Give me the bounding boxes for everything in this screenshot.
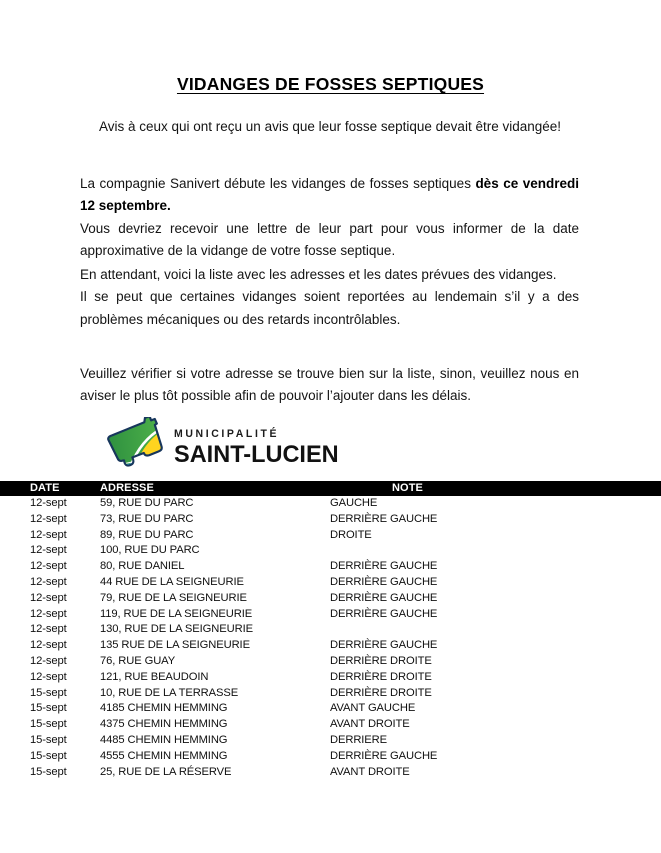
cell-note: AVANT DROITE <box>330 765 410 778</box>
municipality-logo <box>101 417 342 477</box>
cell-date: 12-sept <box>30 654 67 667</box>
logo-wordmark <box>174 428 342 469</box>
table-row <box>0 591 661 607</box>
paragraph-bold-date: dès ce vendredi 12 septembre. <box>80 176 579 214</box>
table-row <box>0 733 661 749</box>
cell-note: DERRIÈRE DROITE <box>330 686 432 699</box>
cell-date: 12-sept <box>30 670 67 683</box>
table-row <box>0 575 661 591</box>
cell-date: 15-sept <box>30 765 67 778</box>
cell-note <box>330 543 661 559</box>
cell-date: 12-sept <box>30 623 67 636</box>
logo-municipalite-text: MUNICIPALITÉ <box>174 427 280 440</box>
cell-date: 15-sept <box>30 749 67 762</box>
cell-note: DROITE <box>330 528 372 541</box>
table-row <box>0 622 661 638</box>
cell-adresse: 4485 CHEMIN HEMMING <box>100 733 228 746</box>
cell-note: DERRIÈRE GAUCHE <box>330 512 438 525</box>
header-date: DATE <box>30 482 60 494</box>
cell-date: 15-sept <box>30 733 67 746</box>
saint-lucien-map-icon <box>101 417 167 477</box>
table-row <box>0 717 661 733</box>
cell-adresse: 121, RUE BEAUDOIN <box>100 670 209 683</box>
cell-adresse: 119, RUE DE LA SEIGNEURIE <box>100 607 253 620</box>
header-adresse: ADRESSE <box>100 482 154 494</box>
cell-adresse: 76, RUE GUAY <box>100 654 176 667</box>
cell-adresse: 59, RUE DU PARC <box>100 497 194 509</box>
cell-adresse: 130, RUE DE LA SEIGNEURIE <box>100 623 253 636</box>
cell-note: AVANT GAUCHE <box>330 702 416 715</box>
page-title: VIDANGES DE FOSSES SEPTIQUES <box>176 74 485 94</box>
paragraph-text: La compagnie Sanivert débute les vidanges de fosses septiques <box>80 176 476 191</box>
cell-adresse: 4185 CHEMIN HEMMING <box>100 702 228 715</box>
cell-date: 12-sept <box>30 560 67 573</box>
cell-note: DERRIÈRE GAUCHE <box>330 575 438 588</box>
cell-adresse: 100, RUE DU PARC <box>100 544 200 557</box>
table-row <box>0 749 661 765</box>
table-row <box>0 765 661 781</box>
cell-date: 12-sept <box>30 528 67 541</box>
cell-note: DERRIÈRE GAUCHE <box>330 560 438 573</box>
cell-date: 15-sept <box>30 718 67 731</box>
paragraph-text: Il se peut que certaines vidanges soient reportées au lendemain s’il y a des problèmes mécaniques ou des retards incontrôlables. <box>80 289 579 327</box>
cell-note: DERRIERE <box>330 733 388 746</box>
cell-adresse: 80, RUE DANIEL <box>100 560 185 573</box>
paragraph-verifier: Veuillez vérifier si votre adresse se trouve bien sur la liste, sinon, veuillez nous en aviser le plus tôt possible afin de pouvoir l’ajouter dans les délais. <box>80 366 579 404</box>
table-row <box>0 654 661 670</box>
paragraph-text: Vous devriez recevoir une lettre de leur part pour vous informer de la date approximative de la vidange de votre fosse septique. <box>80 220 579 258</box>
cell-adresse: 4555 CHEMIN HEMMING <box>100 749 228 762</box>
cell-adresse: 135 RUE DE LA SEIGNEURIE <box>100 639 250 652</box>
cell-note: GAUCHE <box>330 497 378 509</box>
cell-date: 15-sept <box>30 702 67 715</box>
table-row <box>0 686 661 702</box>
cell-adresse: 10, RUE DE LA TERRASSE <box>100 686 239 699</box>
table-row <box>0 528 661 544</box>
cell-note: DERRIÈRE GAUCHE <box>330 749 438 762</box>
cell-adresse: 79, RUE DE LA SEIGNEURIE <box>100 591 247 604</box>
table-row <box>0 701 661 717</box>
cell-note: DERRIÈRE GAUCHE <box>330 639 438 652</box>
cell-note: DERRIÈRE GAUCHE <box>330 591 438 604</box>
vidanges-table <box>0 481 661 780</box>
cell-note: DERRIÈRE DROITE <box>330 670 432 683</box>
table-row <box>0 512 661 528</box>
cell-date: 12-sept <box>30 607 67 620</box>
header-note: NOTE <box>392 482 423 494</box>
table-row <box>0 559 661 575</box>
paragraph-text: En attendant, voici la liste avec les adresses et les dates prévues des vidanges. <box>80 267 557 282</box>
cell-note: AVANT DROITE <box>330 718 410 731</box>
cell-adresse: 73, RUE DU PARC <box>100 512 194 525</box>
cell-date: 12-sept <box>30 512 67 525</box>
paragraph-sanivert <box>80 173 579 262</box>
table-row <box>0 607 661 623</box>
table-row <box>0 638 661 654</box>
table-header-row <box>0 481 661 496</box>
cell-date: 12-sept <box>30 575 67 588</box>
table-row <box>0 670 661 686</box>
cell-note: DERRIÈRE GAUCHE <box>330 607 438 620</box>
cell-adresse: 25, RUE DE LA RÉSERVE <box>100 765 232 778</box>
cell-note: DERRIÈRE DROITE <box>330 654 432 667</box>
cell-adresse: 4375 CHEMIN HEMMING <box>100 718 228 731</box>
cell-note <box>330 622 661 638</box>
cell-adresse: 89, RUE DU PARC <box>100 528 194 541</box>
cell-adresse: 44 RUE DE LA SEIGNEURIE <box>100 575 244 588</box>
cell-date: 12-sept <box>30 544 67 557</box>
logo-saint-lucien-text: SAINT-LUCIEN <box>174 440 339 468</box>
cell-date: 12-sept <box>30 591 67 604</box>
notice-subtitle: Avis à ceux qui ont reçu un avis que leur fosse septique devait être vidangée! <box>98 119 562 134</box>
cell-date: 12-sept <box>30 497 67 509</box>
table-body <box>0 496 661 780</box>
cell-date: 12-sept <box>30 639 67 652</box>
table-row <box>0 543 661 559</box>
cell-date: 15-sept <box>30 686 67 699</box>
table-row <box>0 496 661 512</box>
paragraph-liste <box>80 264 579 331</box>
